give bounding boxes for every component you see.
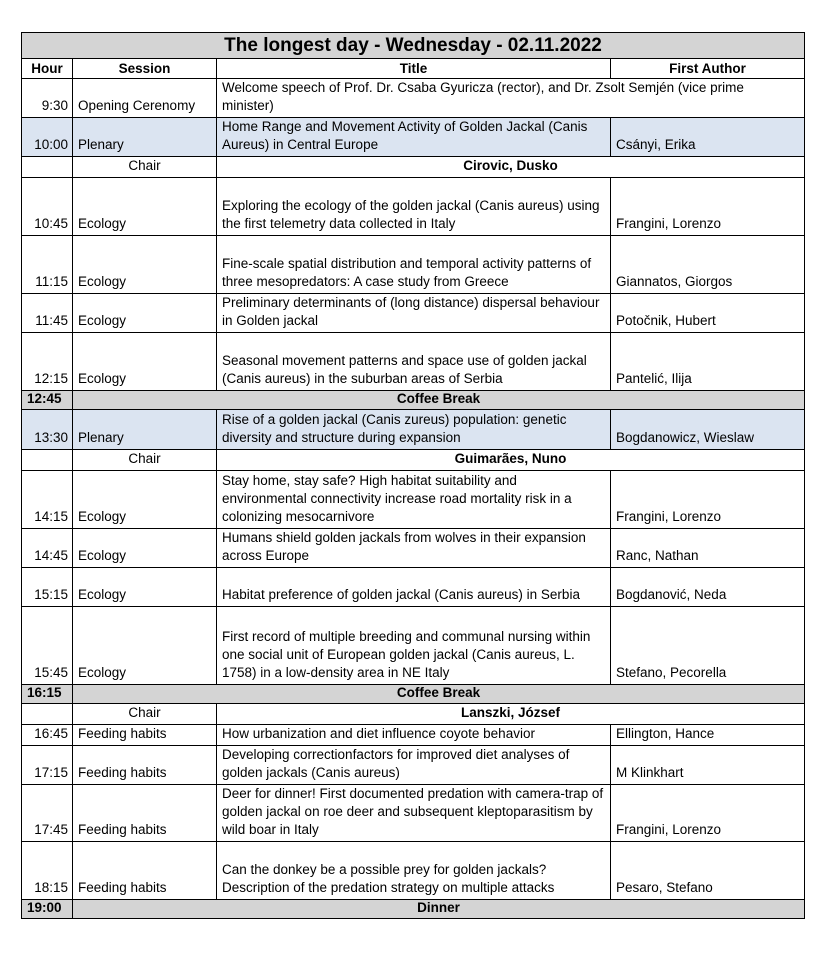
talk-session: Feeding habits xyxy=(73,746,217,785)
talk-hour: 12:15 xyxy=(22,333,73,391)
chair-row xyxy=(22,704,805,725)
talk-first-author: Frangini, Lorenzo xyxy=(611,785,805,842)
break-label: Coffee Break xyxy=(73,685,805,704)
talk-row xyxy=(22,118,805,157)
header-row xyxy=(22,59,805,79)
talk-title: Rise of a golden jackal (Canis zureus) population: genetic diversity and structure during expansion xyxy=(217,410,611,450)
talk-hour: 16:45 xyxy=(22,725,73,746)
break-row xyxy=(22,391,805,410)
chair-row xyxy=(22,157,805,178)
schedule-table xyxy=(21,32,805,919)
break-hour: 12:45 xyxy=(22,391,73,410)
talk-hour: 11:15 xyxy=(22,236,73,294)
talk-row xyxy=(22,333,805,391)
talk-row xyxy=(22,746,805,785)
talk-first-author: Csányi, Erika xyxy=(611,118,805,157)
schedule-title-row xyxy=(22,33,805,59)
talk-row xyxy=(22,294,805,333)
talk-title: Can the donkey be a possible prey for golden jackals? Description of the predation strategy on multiple attacks xyxy=(217,842,611,900)
talk-session: Ecology xyxy=(73,568,217,607)
talk-first-author: Bogdanović, Neda xyxy=(611,568,805,607)
talk-row xyxy=(22,842,805,900)
talk-first-author: Ranc, Nathan xyxy=(611,529,805,568)
break-label: Coffee Break xyxy=(73,391,805,410)
talk-hour: 14:15 xyxy=(22,471,73,529)
talk-session: Ecology xyxy=(73,178,217,236)
chair-label: Chair xyxy=(73,157,217,178)
chair-spacer xyxy=(22,157,73,178)
talk-session: Ecology xyxy=(73,529,217,568)
talk-title: Welcome speech of Prof. Dr. Csaba Gyuricza (rector), and Dr. Zsolt Semjén (vice prime minister) xyxy=(217,79,805,118)
break-hour: 19:00 xyxy=(22,900,73,919)
talk-hour: 17:15 xyxy=(22,746,73,785)
talk-first-author: Stefano, Pecorella xyxy=(611,607,805,685)
talk-title: Fine-scale spatial distribution and temporal activity patterns of three mesopredators: A case study from Greece xyxy=(217,236,611,294)
talk-session: Plenary xyxy=(73,118,217,157)
break-label: Dinner xyxy=(73,900,805,919)
talk-title: Exploring the ecology of the golden jackal (Canis aureus) using the first telemetry data collected in Italy xyxy=(217,178,611,236)
talk-session: Feeding habits xyxy=(73,785,217,842)
talk-hour: 11:45 xyxy=(22,294,73,333)
talk-session: Ecology xyxy=(73,333,217,391)
talk-title: Stay home, stay safe? High habitat suitability and environmental connectivity increase road mortality risk in a colonizing mesocarnivore xyxy=(217,471,611,529)
chair-row xyxy=(22,450,805,471)
talk-title: Habitat preference of golden jackal (Canis aureus) in Serbia xyxy=(217,568,611,607)
talk-hour: 15:15 xyxy=(22,568,73,607)
chair-spacer xyxy=(22,450,73,471)
talk-session: Feeding habits xyxy=(73,842,217,900)
talk-session: Opening Cerenomy xyxy=(73,79,217,118)
talk-first-author: Bogdanowicz, Wieslaw xyxy=(611,410,805,450)
talk-title: Developing correctionfactors for improved diet analyses of golden jackals (Canis aureus) xyxy=(217,746,611,785)
chair-spacer xyxy=(22,704,73,725)
talk-row xyxy=(22,607,805,685)
talk-title: How urbanization and diet influence coyote behavior xyxy=(217,725,611,746)
talk-session: Ecology xyxy=(73,236,217,294)
talk-hour: 9:30 xyxy=(22,79,73,118)
talk-first-author: Pesaro, Stefano xyxy=(611,842,805,900)
talk-title: Preliminary determinants of (long distance) dispersal behaviour in Golden jackal xyxy=(217,294,611,333)
talk-first-author: Giannatos, Giorgos xyxy=(611,236,805,294)
talk-title: Home Range and Movement Activity of Golden Jackal (Canis Aureus) in Central Europe xyxy=(217,118,611,157)
talk-title: Deer for dinner! First documented predation with camera-trap of golden jackal on roe deer and subsequent kleptoparasitism by wild boar in Italy xyxy=(217,785,611,842)
talk-session: Ecology xyxy=(73,471,217,529)
talk-session: Feeding habits xyxy=(73,725,217,746)
break-row xyxy=(22,900,805,919)
talk-hour: 13:30 xyxy=(22,410,73,450)
talk-hour: 17:45 xyxy=(22,785,73,842)
talk-row xyxy=(22,725,805,746)
talk-session: Ecology xyxy=(73,607,217,685)
header-title: Title xyxy=(217,59,611,79)
chair-name: Cirovic, Dusko xyxy=(217,157,805,178)
chair-label: Chair xyxy=(73,704,217,725)
talk-row xyxy=(22,471,805,529)
break-row xyxy=(22,685,805,704)
talk-hour: 18:15 xyxy=(22,842,73,900)
talk-hour: 10:00 xyxy=(22,118,73,157)
talk-first-author: M Klinkhart xyxy=(611,746,805,785)
chair-name: Guimarães, Nuno xyxy=(217,450,805,471)
talk-row xyxy=(22,236,805,294)
talk-first-author: Frangini, Lorenzo xyxy=(611,178,805,236)
talk-title: First record of multiple breeding and communal nursing within one social unit of European golden jackal (Canis aureus, L. 1758) in a low-density area in NE Italy xyxy=(217,607,611,685)
header-hour: Hour xyxy=(22,59,73,79)
talk-first-author: Pantelić, Ilija xyxy=(611,333,805,391)
talk-row xyxy=(22,529,805,568)
talk-row xyxy=(22,568,805,607)
talk-row xyxy=(22,785,805,842)
talk-first-author: Potočnik, Hubert xyxy=(611,294,805,333)
talk-first-author: Ellington, Hance xyxy=(611,725,805,746)
talk-hour: 10:45 xyxy=(22,178,73,236)
talk-row xyxy=(22,79,805,118)
talk-session: Ecology xyxy=(73,294,217,333)
talk-title: Seasonal movement patterns and space use of golden jackal (Canis aureus) in the suburban areas of Serbia xyxy=(217,333,611,391)
talk-title: Humans shield golden jackals from wolves in their expansion across Europe xyxy=(217,529,611,568)
talk-first-author: Frangini, Lorenzo xyxy=(611,471,805,529)
schedule-body xyxy=(22,79,805,919)
break-hour: 16:15 xyxy=(22,685,73,704)
chair-name: Lanszki, József xyxy=(217,704,805,725)
talk-row xyxy=(22,410,805,450)
talk-hour: 15:45 xyxy=(22,607,73,685)
header-first-author: First Author xyxy=(611,59,805,79)
chair-label: Chair xyxy=(73,450,217,471)
schedule-title: The longest day - Wednesday - 02.11.2022 xyxy=(22,33,805,59)
talk-row xyxy=(22,178,805,236)
header-session: Session xyxy=(73,59,217,79)
talk-session: Plenary xyxy=(73,410,217,450)
talk-hour: 14:45 xyxy=(22,529,73,568)
